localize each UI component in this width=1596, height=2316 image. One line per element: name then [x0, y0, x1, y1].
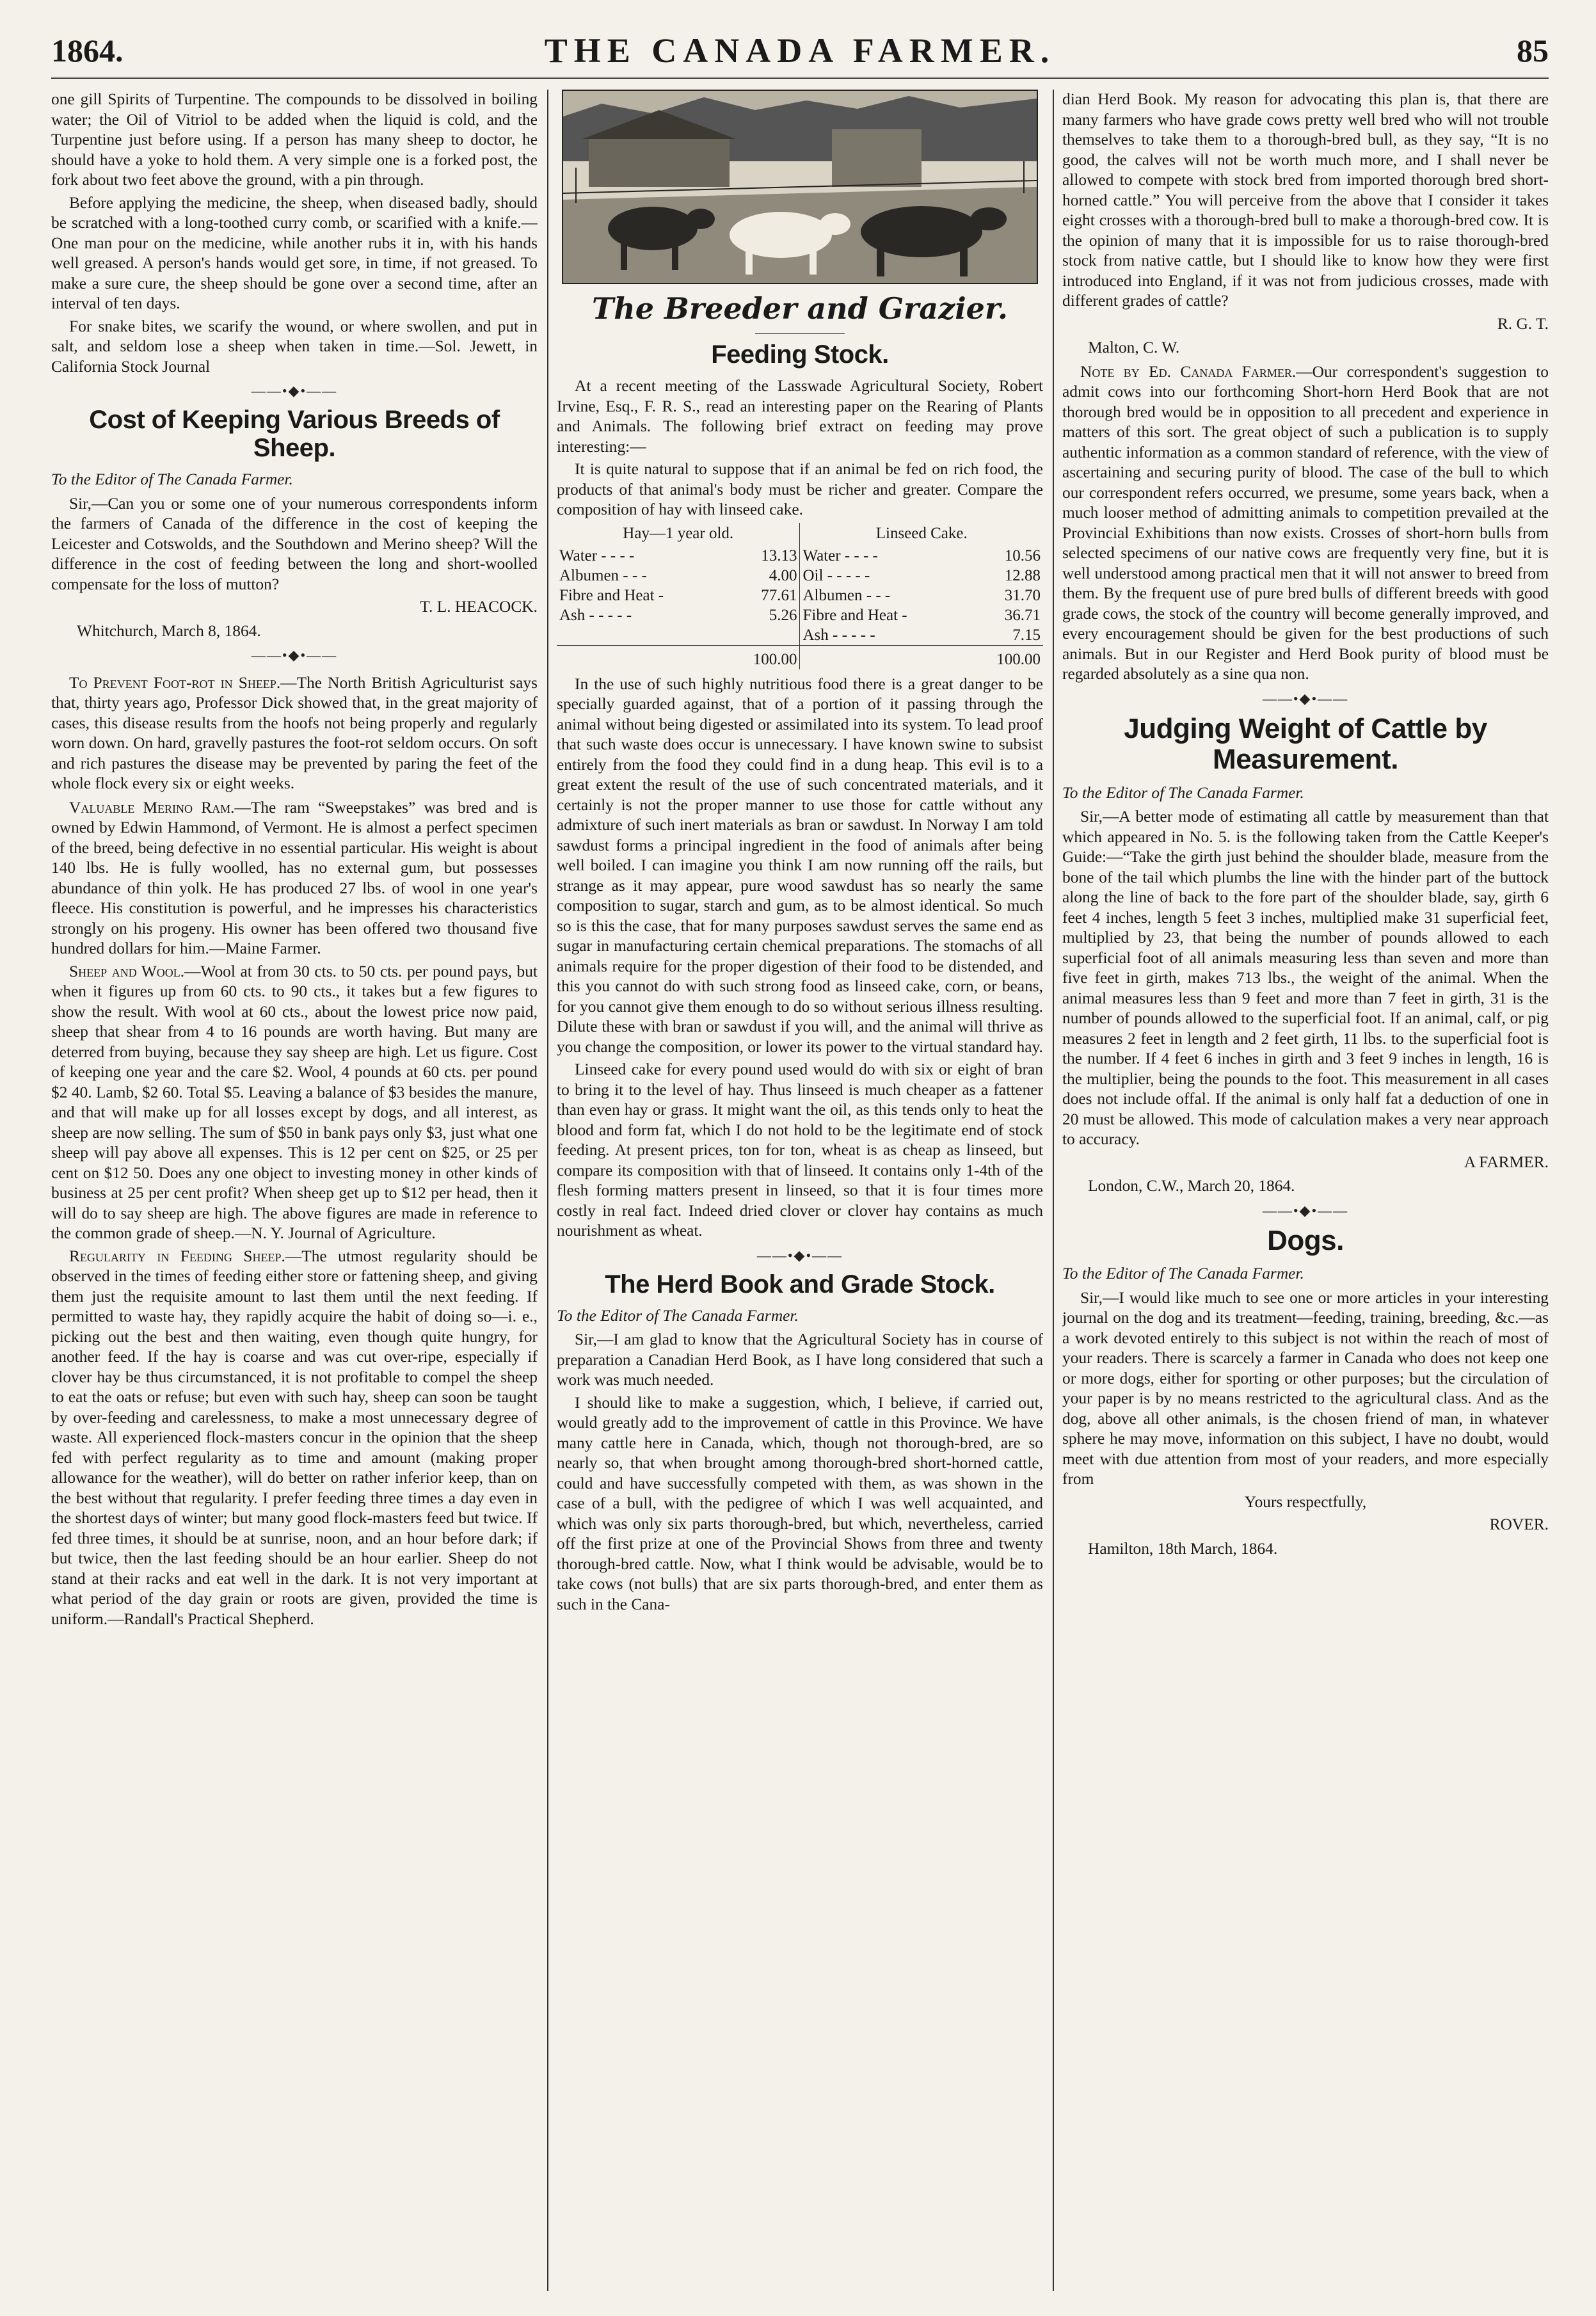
article-paragraph: For snake bites, we scarify the wound, or where swollen, and put in salt, and seldom lose a sheep when taken in time.—Sol. Jewett, in California Stock Journal — [51, 317, 538, 376]
table-cell: Ash - - - - - — [559, 606, 632, 624]
paragraph-lead: Valuable Merino Ram. — [69, 798, 235, 817]
article-paragraph: In the use of such highly nutritious food there is a great danger to be specially guarded against, that of a portion of it passing through the animal without being digested or assimilated into its system. To lead proof that such waste does occur is unnecessary. I have known swine to subsist entirely from the food they could find in a dung heap. This evil is to a great extent the result of the use of such concentrated materials, and it certainly is not the proper manner to use those for cattle without any admixture of such inert materials as bran or sawdust. In Norway I am told sawdust forms a principal ingredient in the food of animals after being well boiled. I can imagine you think I am now running off the rails, but strange as it may appear, pure wood sawdust has so nearly the same composition to sugar, starch and gum, as to be almost identical. So much so is this the case, that for many purposes sawdust serves the same end as sugar in manufacturing certain chemical preparations. The stomachs of all animals require for the proper digestion of their food to be distended, and this you cannot do with such strong food as linseed cake, corn, or beans, for you cannot give them enough to do so without serious illness resulting. Dilute these with bran or sawdust if you will, and the animal will thrive as you change the composition, or lower its power to the virtual standard hay. — [557, 675, 1043, 1056]
separator-ornament: ——•◆•—— — [1262, 1202, 1349, 1218]
paragraph-lead: To Prevent Foot-rot in Sheep. — [69, 673, 281, 692]
article-paragraph: Sir,—I am glad to know that the Agricultural Society has in course of preparation a Canadian Herd Book, as I have long considered that such a work was much needed. — [557, 1330, 1043, 1389]
article-heading: Feeding Stock. — [711, 340, 889, 369]
section-title: The Breeder and Grazier. — [592, 291, 1008, 326]
column-3 — [1062, 90, 1549, 2291]
article-paragraph: Sir,—A better mode of estimating all cattle by measurement than that which appeared in No. 5. is the following taken from the Cattle Keeper's Guide:—“Take the girth just behind the shoulder blade, measure from the bone of the tail which plumbs the line with the hinder part of the buttock along the line of back to the fore part of the shoulder blade, say, girth 6 feet 4 inches, length 5 feet 3 inches, multiplied make 31 superficial feet, multiplied by 23, that being the number of pounds allowed to each superficial foot of all animals measuring less than seven and more than five feet in girth, makes 713 lbs., the weight of the animal. When the animal measures less than 9 feet and more than 7 feet in girth, 31 is the number of pounds allowed to the superficial foot. If an animal, calf, or pig measures 2 feet in length and 2 feet girth, 11 lbs. to the superficial foot is the number. If 4 feet 6 inches in girth and 3 feet 9 inches in length, 16 is the multiplier, being the pounds to the foot. This measurement in all cases does not include offal. If the animal is only half fat a deduction of one in 20 must be allowed. This mode of calculation makes a very near approach to accuracy. — [1062, 808, 1549, 1149]
composition-table — [557, 523, 1043, 669]
table-cell: 13.13 — [761, 547, 797, 564]
signature: A FARMER. — [1464, 1153, 1549, 1171]
dateline: Hamilton, 18th March, 1864. — [1088, 1539, 1278, 1558]
article-paragraph: It is quite natural to suppose that if an animal be fed on rich food, the products of that animal's body must be richer and greater. Compare the composition of hay with linseed cake. — [557, 460, 1043, 519]
separator-ornament: ——•◆•—— — [756, 1247, 843, 1263]
dateline: London, C.W., March 20, 1864. — [1088, 1177, 1295, 1195]
table-cell: Albumen - - - — [800, 586, 968, 605]
cattle-woodcut-illustration — [562, 90, 1038, 284]
article-paragraph: I should like to make a suggestion, which, I believe, if carried out, would greatly add to the improvement of cattle in this Province. We have many cattle here in Canada, which, though not thorough-bred, are so nearly so, that when brought among thorough-bred short-horned cattle, could and have successfully competed with them, as was shown in the case of a bull, with the pedigree of which I was well acquainted, and which was only six parts thorough-bred, but which, nevertheless, carried off the first prize at one of the Provincial Shows from three and twenty thorough-bred cattle. Now, what I think would be advisable, would be to take cows (not bulls) that are six parts thorough-bred, and enter them as such in the Cana- — [557, 1393, 1043, 1613]
table-cell: Fibre and Heat - — [800, 605, 968, 625]
table-cell: 12.88 — [1004, 566, 1041, 584]
header-year: 1864. — [51, 33, 124, 68]
article-heading: Judging Weight of Cattle by Measurement. — [1124, 712, 1487, 776]
page-header — [51, 26, 1549, 79]
article-paragraph: Before applying the medicine, the sheep, when diseased badly, should be scratched with a long-toothed curry comb, or scarified with a knife.—One man pour on the medicine, while another rubs it in, with his hands well greased. A person's hands would get sore, in time, if not greased. To make a sure cure, the sheep should be gone over a second time, after an interval of ten days. — [51, 193, 538, 312]
editor-address: To the Editor of The Canada Farmer. — [51, 470, 293, 489]
table-cell — [724, 625, 800, 646]
editor-address: To the Editor of The Canada Farmer. — [1062, 1265, 1304, 1283]
table-cell: Albumen - - - — [559, 566, 647, 584]
table-cell: Ash - - - - - — [800, 625, 968, 646]
table-total: 100.00 — [968, 645, 1043, 669]
table-row — [557, 605, 1043, 625]
header-title: THE CANADA FARMER. — [544, 31, 1056, 70]
table-cell: Oil - - - - - — [800, 566, 968, 586]
dateline: Malton, C. W. — [1088, 339, 1180, 356]
article-paragraph: —The North British Agriculturist says that, thirty years ago, Professor Dick showed that, in the great majority of cases, this disease results from the hoofs not being properly and regularly worn down. On hard, gravelly pastures the foot-rot seldom occurs. On soft and rich pastures the disease may be prevented by paring the feet of the whole flock every six or eight weeks. — [51, 673, 538, 793]
separator-ornament: ——•◆•—— — [1262, 690, 1349, 707]
table-row — [557, 566, 1043, 586]
table-row — [557, 546, 1043, 566]
table-cell — [557, 625, 724, 646]
column-rule — [547, 90, 548, 2291]
table-cell: Water - - - - — [559, 547, 635, 564]
article-paragraph: dian Herd Book. My reason for advocating this plan is, that there are many farmers who have grade cows pretty well bred who will not trouble themselves to take them to a thorough-bred bull, as they say, “It is no good, the calves will not be worth much more, and I shall never be allowed to compete with stock bred from imported thorough bred short-horned cattle.” You will perceive from the above that I consider it takes eight crosses with a thorough-bred bull to make a thorough-bred cow. It is the opinion of many that it is impossible for us to raise thorough-bred stock from native cattle, but I should like to know how they were first introduced into England, if it was not from judicious crosses, made with different grades of cattle? — [1062, 90, 1549, 310]
article-heading: The Herd Book and Grade Stock. — [605, 1270, 995, 1298]
article-paragraph: —Wool at from 30 cts. to 50 cts. per pound pays, but when it figures up from 60 cts. to 90 cts., it takes but a few figures to show the result. With wool at 60 cts., about the lowest price now paid, sheep that shear from 4 to 16 pounds are worth having. But many are deterred from buying, because they say sheep are high. Let us figure. Cost of keeping one year and the care $2. Wool, 4 pounds at 60 cts. per pound $2 40. Lamb, $2 60. Total $5. Leaving a balance of $3 besides the manure, and that will make up for all losses except by dogs, and all interest, as sheep are now selling. The sum of $50 in bank pays only $3, just what one sheep will pay above all expenses. This is 12 per cent on $25, or 25 per cent on $12 50. Does any one object to investing money in other kinds of business at 25 per cent profit? When sheep get up to $12 per head, then it will do to say sheep are high. The above figures are made in reference to the common grade of sheep.—N. Y. Journal of Agriculture. — [51, 962, 538, 1243]
article-paragraph: —Our correspondent's suggestion to admit cows into our forthcoming Short-horn Herd Book that are not thorough bred would be in opposition to all precedent and experience in matters of this sort. The great object of such a publication is to supply authentic information as a common standard of reference, with the view of ascertaining and securing purity of blood. The case of the bull to which our correspondent refers occurred, we presume, some years back, when a much looser method of admitting animals to competition prevailed at the Provincial Exhibitions than now exists. Crosses of short-horn bulls from selected specimens of our native cows are frequently very fine, but it is well understood among practical men that it will not answer to breed from them. By the frequent use of pure bred bulls of different breeds with good grade cows, the stock of the country will become generally improved, and every encouragement should be given for the best productions of such animals. But in our Register and Herd Book purity of blood must be regarded absolutely as a sine qua non. — [1062, 362, 1549, 683]
column-rule — [1053, 90, 1054, 2291]
article-heading: Cost of Keeping Various Breeds of Sheep. — [89, 406, 500, 463]
table-cell: Fibre and Heat - — [559, 586, 664, 604]
table-cell: 7.15 — [1012, 626, 1041, 644]
article-paragraph: —The ram “Sweepstakes” was bred and is owned by Edwin Hammond, of Vermont. He is almost a perfect specimen of the breed, being defective in no essential particular. His weight is about 140 lbs. He is fully woolled, has no external gum, but possesses abundance of thin yolk. He has produced 27 lbs. of wool in one year's fleece. His constitution is powerful, and he impresses his characteristics strongly on his progeny. His owner has been offered two thousand five hundred dollars for him.—Maine Farmer. — [51, 798, 538, 958]
table-cell: 10.56 — [1004, 547, 1041, 564]
table-cell: 4.00 — [769, 566, 797, 584]
article-paragraph: Sir,—I would like much to see one or more articles in your interesting journal on the dog and its treatment—feeding, training, breeding, &c.—as a work devoted entirely to this subject is not within the reach of most of your readers. There is scarcely a farmer in Canada who does not keep one or more dogs, either for sporting or other purposes; but the circulation of your paper is by no means restricted to the agricultural class. And as the dog, above all other animals, is the chosen friend of man, in whatever sphere he may move, information on this subject, I have no doubt, would meet with due attention from most of your readers, and more especially from — [1062, 1288, 1549, 1489]
divider — [755, 333, 845, 334]
table-row — [557, 586, 1043, 605]
signature: ROVER. — [1489, 1515, 1549, 1534]
signature: R. G. T. — [1497, 314, 1549, 333]
table-row — [557, 625, 1043, 646]
closing: Yours respectfully, — [1244, 1492, 1367, 1511]
table-total-row — [557, 645, 1043, 669]
separator-ornament: ——•◆•—— — [251, 647, 338, 664]
signature: T. L. HEACOCK. — [420, 598, 538, 616]
article-paragraph: one gill Spirits of Turpentine. The compounds to be dissolved in boiling water; the Oil of Vitriol to be added when the liquid is cold, and the Turpentine just before using. If a person has many sheep to doctor, he should have a yoke to hold them. A very simple one is a forked post, the fork about two feet above the ground, with a pin through. — [51, 90, 538, 189]
table-total: 100.00 — [724, 645, 800, 669]
table-cell: 31.70 — [1004, 586, 1041, 604]
table-cell: 5.26 — [769, 606, 797, 624]
paragraph-lead: Regularity in Feeding Sheep. — [69, 1247, 285, 1265]
header-page-number: 85 — [1517, 33, 1549, 68]
article-paragraph: At a recent meeting of the Lasswade Agricultural Society, Robert Irvine, Esq., F. R. S., read an interesting paper on the Rearing of Plants and Animals. The following brief extract on feeding may prove interesting:— — [557, 377, 1043, 456]
table-header: Hay—1 year old. — [623, 524, 734, 542]
paragraph-lead: Sheep and Wool. — [69, 962, 185, 980]
editor-address: To the Editor of The Canada Farmer. — [557, 1306, 799, 1325]
table-cell: 36.71 — [1004, 606, 1041, 624]
article-heading: Dogs. — [1267, 1224, 1344, 1256]
article-paragraph: Linseed cake for every pound used would do with six or eight of bran to bring it to the level of hay. Thus linseed is much cheaper as a fattener than even hay or grass. It might want the oil, as this tends only to heat the blood and form fat, which I do not hold to be the legitimate end of stock feeding. At present prices, ton for ton, wheat is as cheap as linseed, but compare its composition with that of linseed. It contains only 1-4th of the flesh forming matters present in linseed, so that it is four times more costly in real fact. Indeed dried clover or clover hay contains as much nourishment as wheat. — [557, 1060, 1043, 1240]
paragraph-lead: Note by Ed. Canada Farmer. — [1080, 362, 1297, 381]
column-1 — [51, 90, 538, 2291]
article-paragraph: —The utmost regularity should be observed in the times of feeding either store or fattening sheep, and giving them just the requisite amount to last them until the next feeding. If permitted to waste hay, they rapidly acquire the habit of doing so—i. e., picking out the best and then waiting, even though quite hungry, for another feed. If the hay is coarse and was cut over-ripe, especially if clover hay be thus circumstanced, it is not profitable to compel the sheep to eat the oats or refuse; but even with such hay, sheep can soon be taught by over-feeding and carelessness, to make a most unnecessary degree of waste. All experienced flock-masters concur in the opinion that the sheep fed with perfect regularity as to time and amount (making proper allowance for the weather), will do better on rather inferior keep, than on the best without that regularity. I prefer feeding three times a day even in the shortest days of winter; but many good flock-masters feed but twice. If fed three times, it should be at sunrise, noon, and an hour before dark; if but twice, then the last feeding should be an hour earlier. Sheep do not stand at their racks and eat well in the dark. It is not very important at what period of the day grain or roots are given, provided the time is uniform.—Randall's Practical Shepherd. — [51, 1247, 538, 1628]
table-cell: Water - - - - — [800, 546, 968, 566]
table-cell: 77.61 — [761, 586, 797, 604]
editor-address: To the Editor of The Canada Farmer. — [1062, 783, 1304, 802]
separator-ornament: ——•◆•—— — [251, 383, 338, 399]
column-2 — [557, 90, 1043, 2291]
article-paragraph: Sir,—Can you or some one of your numerous correspondents inform the farmers of Canada of the difference in the cost of keeping the Leicester and Cotswolds, and the Southdown and Merino sheep? Will the difference in the cost of feeding between the long and short-woolled compensate for the loss of mutton? — [51, 494, 538, 593]
table-header: Linseed Cake. — [800, 523, 1043, 546]
dateline: Whitchurch, March 8, 1864. — [77, 621, 261, 640]
